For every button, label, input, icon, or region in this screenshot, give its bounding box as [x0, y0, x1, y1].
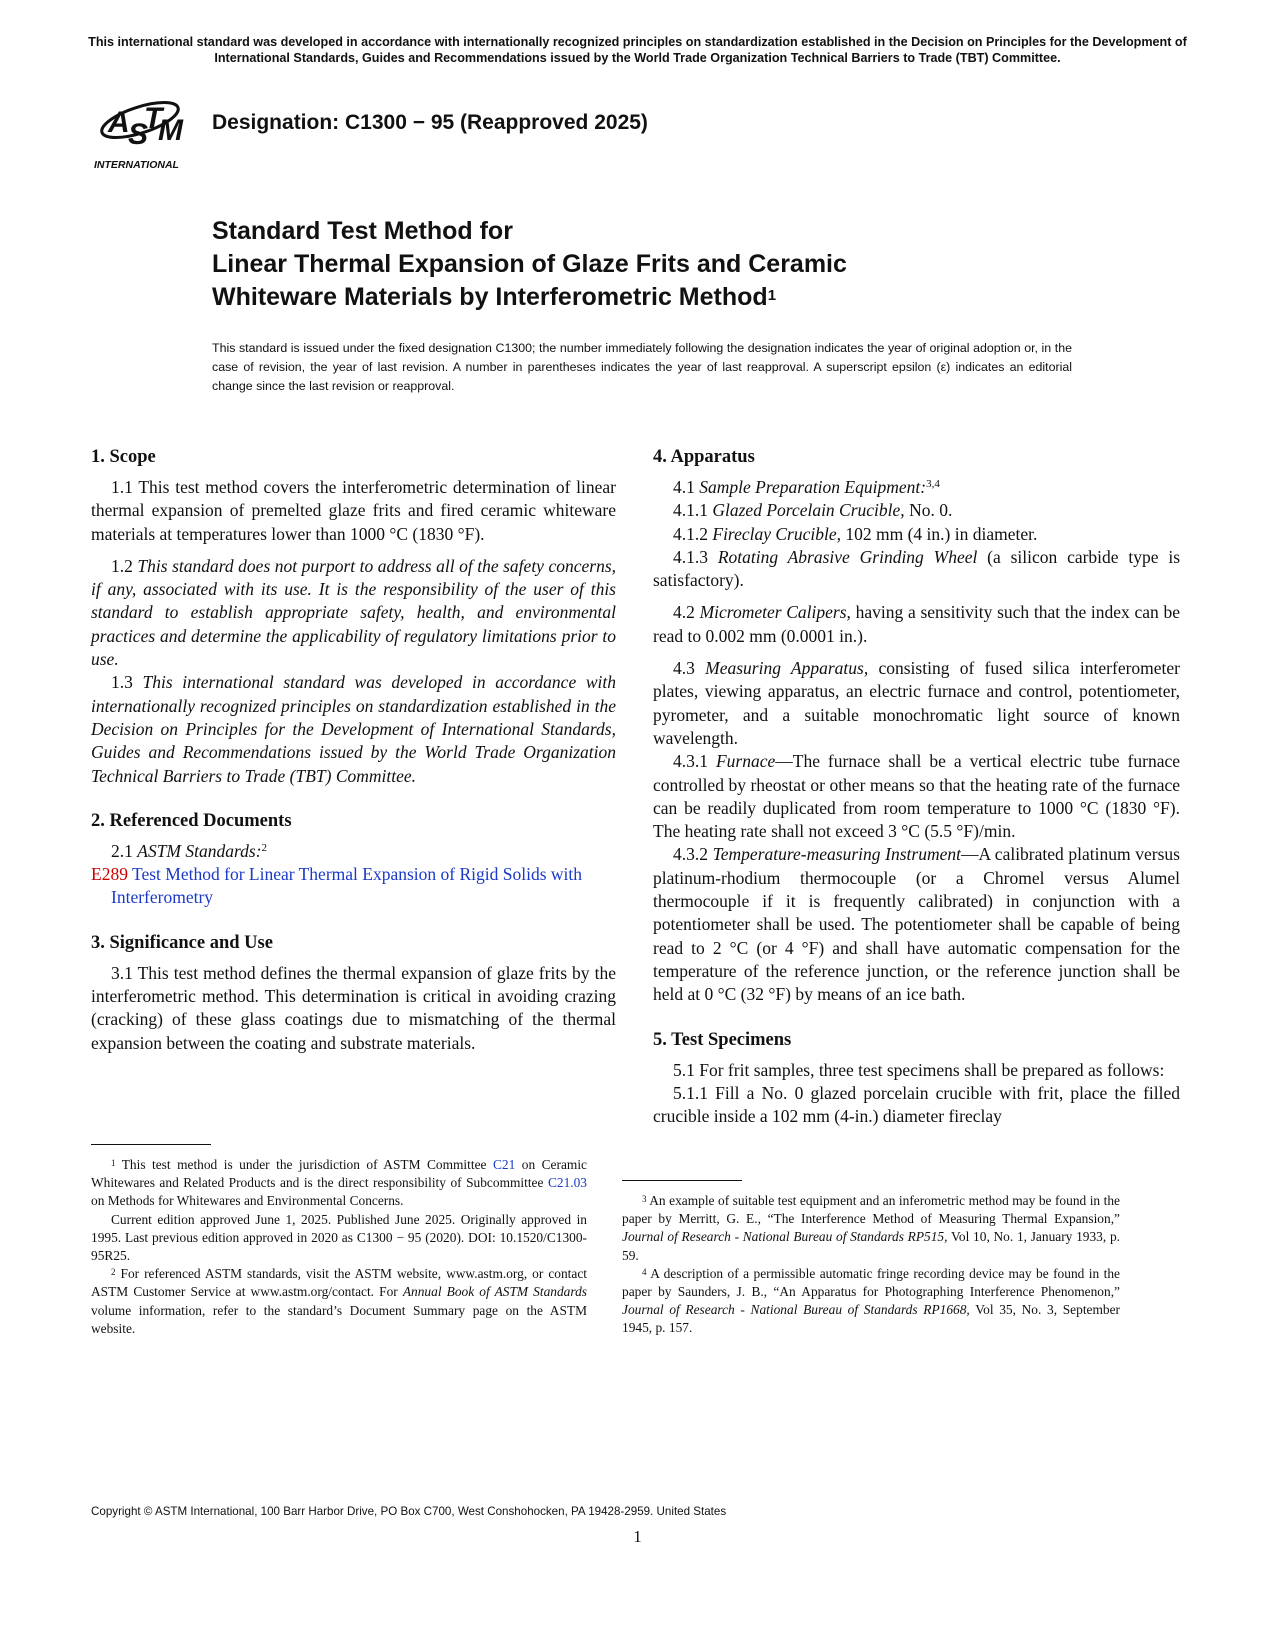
para-4-1-1: 4.1.1 Glazed Porcelain Crucible, No. 0. [673, 500, 953, 521]
para-4-1-2: 4.1.2 Fireclay Crucible, 102 mm (4 in.) in diameter. [673, 523, 1038, 544]
header-notice: This international standard was developed in accordance with internationally recognized principles on standardization established in the Decision on Principles for the Development of International Standards, Guides and Recommendations issued by the World Trade Organization Technical Barriers to Trade (TBT) Committee. [88, 35, 1187, 65]
footnote-1-edition: Current edition approved June 1, 2025. Published June 2025. Originally approved in 1995. Last previous edition approved in 2020 as C1300 − 95 (2020). DOI: 10.1520/C1300-95R25. [91, 1211, 587, 1264]
astm-logo-icon [92, 86, 200, 178]
para-4-1: 4.1 Sample Preparation Equipment:$^{3,4}$ [673, 477, 940, 497]
section-scope-heading: 1. Scope [91, 447, 156, 467]
svg-text:T: T [144, 102, 163, 135]
page-title [212, 215, 847, 314]
page-number: 1 [633, 1527, 642, 1546]
footnote-1: $^1$ This test method is under the jurisdiction of ASTM Committee C21 on Ceramic Whitewares and Related Products and is the direct responsibility of Subcommittee C21.03 on Methods for Whitewares and Environmental Concerns. [91, 1157, 587, 1209]
para-4-3: 4.3 Measuring Apparatus, consisting of fused silica interferometer plates, viewing apparatus, an electric furnace and control, potentiometer, pyrometer, and a suitable monochromatic light source of known wavelength. [653, 658, 1181, 748]
right-column [653, 446, 1180, 1128]
svg-text:A: A [108, 106, 130, 139]
para-4-1-3: 4.1.3 Rotating Abrasive Grinding Wheel (a silicon carbide type is satisfactory). [653, 546, 1181, 591]
footnotes-left [91, 1156, 587, 1338]
issue-note: This standard is issued under the fixed designation C1300; the number immediately following the designation indicates the year of original adoption or, in the case of revision, the year of last revision. A number in parentheses indicates the year of last reapproval. A superscript epsilon (ε) indicates an editorial change since the last revision or reapproval. [212, 341, 1072, 393]
footnote-4: $^4$ A description of a permissible automatic fringe recording device may be found in the paper by Saunders, J. B., “An Apparatus for Photographing Interference Phenomenon,” Journal of Research - National Bureau of Standards RP1668, Vol 35, No. 3, September 1945, p. 157. [622, 1265, 1121, 1336]
designation: Designation: C1300 − 95 (Reapproved 2025) [212, 111, 648, 134]
subcommittee-c21-03-link[interactable]: C21.03 [547, 1175, 587, 1191]
para-2-1: 2.1 ASTM Standards:$^2$ [111, 840, 268, 861]
para-1-1: 1.1 This test method covers the interferometric determination of linear thermal expansion of premelted glaze frits and fired ceramic whiteware materials at temperatures lower than 1000 °C (1830 °F). [91, 477, 616, 544]
footnote-divider-left [91, 1144, 211, 1145]
para-1-3: 1.3 This international standard was developed in accordance with internationally recognized principles on standardization established in the Decision on Principles for the Development of International Standards, Guides and Recommendations issued by the World Trade Organization Technical Barriers to Trade (TBT) Committee. [91, 672, 617, 786]
title-line-1: Standard Test Method for [212, 217, 513, 245]
section-test-specimens-heading: 5. Test Specimens [653, 1029, 792, 1050]
footnote-3: $^3$ An example of suitable test equipment and an inferometric method may be found in the paper by Merritt, G. E., “The Interference Method of Measuring Thermal Expansion,” Journal of Research - National Bureau of Standards RP515, Vol 10, No. 1, January 1933, p. 59. [622, 1193, 1120, 1263]
reference-e289-link[interactable]: E289 Test Method for Linear Thermal Expansion of Rigid Solids with Interferometry [91, 864, 582, 908]
title-line-3: Whiteware Materials by Interferometric Method [212, 283, 768, 311]
copyright-notice: Copyright © ASTM International, 100 Barr Harbor Drive, PO Box C700, West Conshohocken, PA 19428-2959. United States [91, 1505, 727, 1518]
para-5-1: 5.1 For frit samples, three test specimens shall be prepared as follows: [673, 1059, 1165, 1080]
para-4-3-2: 4.3.2 Temperature-measuring Instrument—A calibrated platinum versus platinum-rhodium thermocouple (or a Chromel versus Alumel thermocouple if it is frequently calibrated) in conjunction with a potentiometer shall be used. The potentiometer shall be capable of being read to 2 °C (or 4 °F) and shall have automatic compensation for the temperature of the reference junction, or the reference junction shall be held at 0 °C (32 °F) by means of an ice bath. [653, 844, 1180, 1005]
svg-text:M: M [158, 114, 183, 147]
title-footnote-mark: 1 [767, 287, 777, 304]
footnotes-right [622, 1192, 1120, 1338]
footnote-divider-right [622, 1180, 742, 1181]
title-line-2: Linear Thermal Expansion of Glaze Frits and Ceramic [212, 250, 847, 278]
logo-subtitle: INTERNATIONAL [94, 159, 179, 171]
left-column [91, 446, 616, 1055]
para-4-3-1: 4.3.1 Furnace—The furnace shall be a vertical electric tube furnace controlled by rheostat or other means so that the heating rate of the furnace can be readily duplicated from room temperature to 1000 °C (1830 °F). The heating rate shall not exceed 3 °C (5.5 °F)/min. [653, 751, 1180, 842]
footnote-2: $^2$ For referenced ASTM standards, visit the ASTM website, www.astm.org, or contact ASTM Customer Service at www.astm.org/contact. For Annual Book of ASTM Standards volume information, refer to the standard’s Document Summary page on the ASTM website. [91, 1266, 587, 1336]
svg-text:S: S [128, 118, 149, 151]
para-4-2: 4.2 Micrometer Calipers, having a sensitivity such that the index can be read to 0.002 mm (0.0001 in.). [653, 602, 1181, 646]
section-referenced-documents-heading: 2. Referenced Documents [91, 810, 292, 831]
para-1-2: 1.2 This standard does not purport to address all of the safety concerns, if any, associated with its use. It is the responsibility of the user of this standard to establish appropriate safety, health, and environmental practices and determine the applicability of regulatory limitations prior to use. [91, 555, 617, 670]
committee-c21-link[interactable]: C21 [492, 1157, 516, 1172]
para-3-1: 3.1 This test method defines the thermal expansion of glaze frits by the interferometric method. This determination is critical in avoiding crazing (cracking) of these glass coatings due to mismatching of the thermal expansion between the coating and substrate materials. [91, 962, 616, 1053]
section-apparatus-heading: 4. Apparatus [653, 447, 755, 467]
para-5-1-1: 5.1.1 Fill a No. 0 glazed porcelain crucible with frit, place the filled crucible inside a 102 mm (4-in.) diameter fireclay [653, 1082, 1180, 1127]
section-significance-heading: 3. Significance and Use [91, 932, 273, 953]
